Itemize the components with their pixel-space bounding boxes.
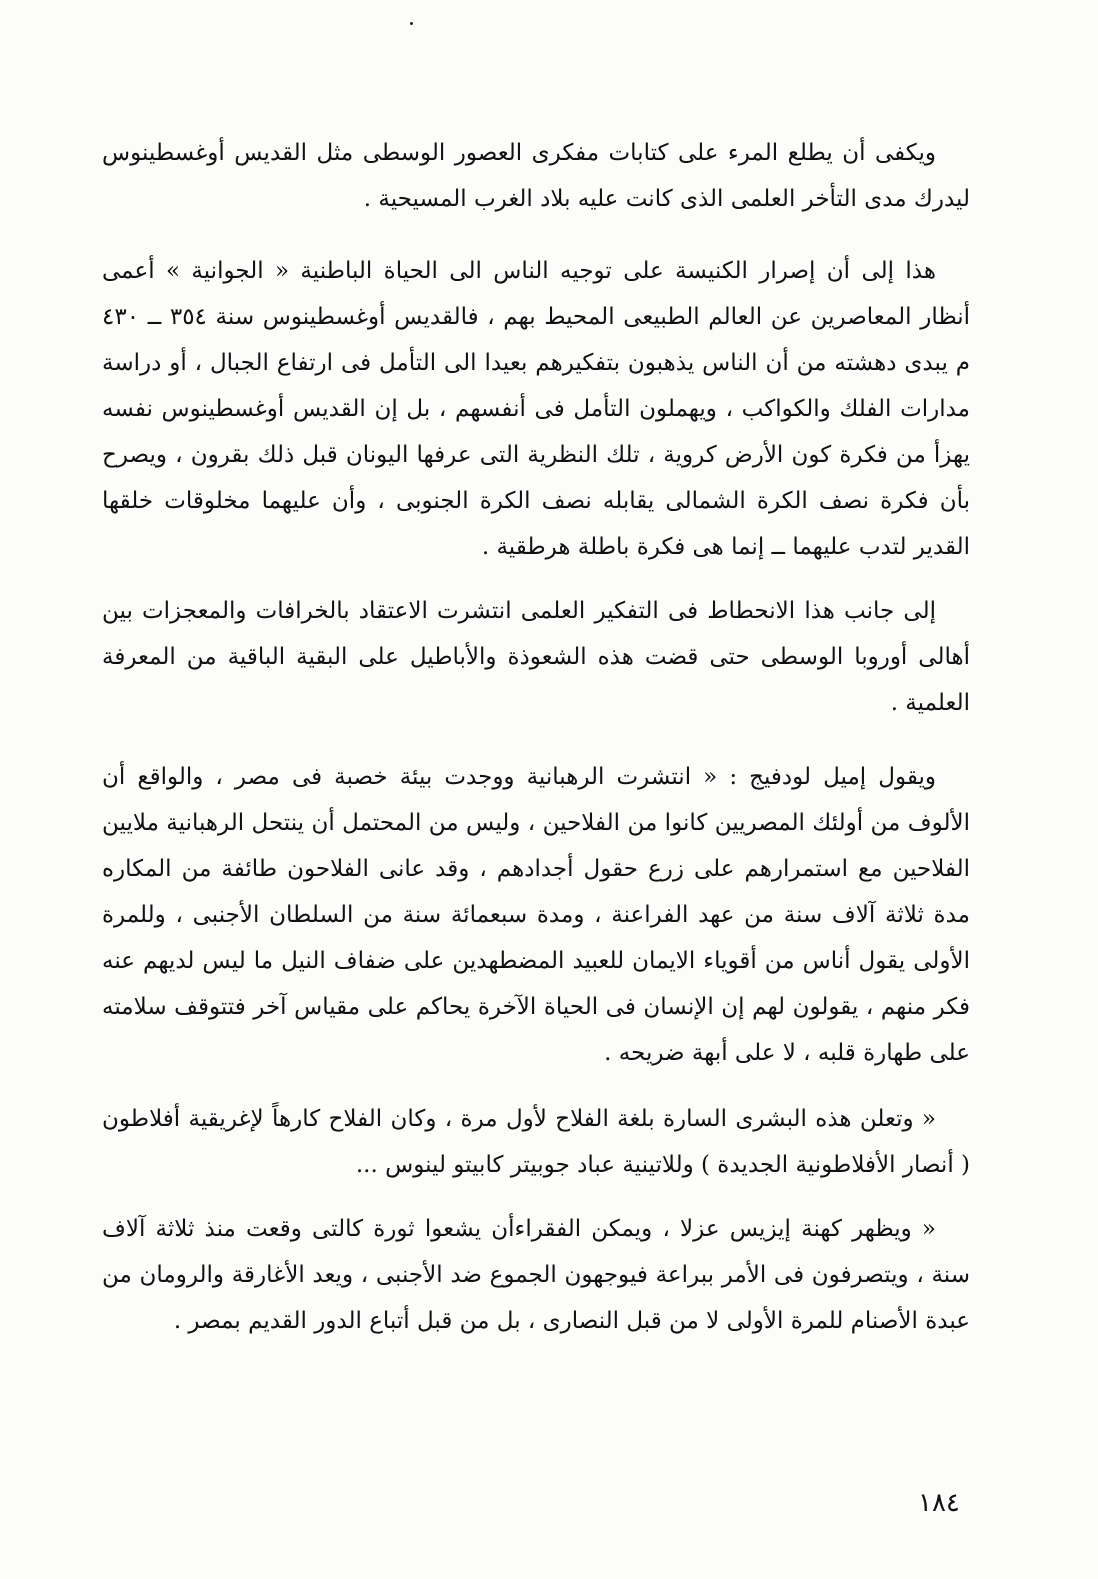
paragraph-6: « ويظهر كهنة إيزيس عزلا ، ويمكن الفقراءأن يشعوا ثورة كالتى وقعت منذ ثلاثة آلاف سنة ، ويتصرفون فى الأمر ببراعة فيوجهون الجموع ضد الأجنبى ، ويعد الأغارقة والرومان من عبدة الأصنام للمرة الأولى لا من قبل النصارى ، بل من قبل أتباع الدور القديم بمصر . — [102, 1216, 970, 1334]
paragraph-4: ويقول إميل لودفيج : « انتشرت الرهبانية ووجدت بيئة خصبة فى مصر ، والواقع أن الألوف من أولئك المصريين كانوا من الفلاحين ، وليس من المحتمل أن ينتحل الرهبانية ملايين الفلاحين مع استمرارهم على زرع حقول أجدادهم ، وقد عانى الفلاحون طائفة من المكاره مدة ثلاثة آلاف سنة من عهد الفراعنة ، ومدة سبعمائة سنة من السلطان الأجنبى ، وللمرة الأولى يقول أناس من أقوياء الايمان للعبيد المضطهدين على ضفاف النيل ما ليس لديهم عنه فكر منهم ، يقولون لهم إن الإنسان فى الحياة الآخرة يحاكم على مقياس آخر فتتوقف سلامته على طهارة قلبه ، لا على أبهة ضريحه . — [102, 764, 970, 1066]
paragraph-2: هذا إلى أن إصرار الكنيسة على توجيه الناس الى الحياة الباطنية « الجوانية » أعمى أنظار المعاصرين عن العالم الطبيعى المحيط بهم ، فالقديس أوغسطينوس سنة ٣٥٤ ــ ٤٣٠ م يبدى دهشته من أن الناس يذهبون بتفكيرهم بعيدا الى التأمل فى ارتفاع الجبال ، أو دراسة مدارات الفلك والكواكب ، ويهملون التأمل فى أنفسهم ، بل إن القديس أوغسطينوس نفسه يهزأ من فكرة كون الأرض كروية ، تلك النظرية التى عرفها اليونان قبل ذلك بقرون ، ويصرح بأن فكرة نصف الكرة الشمالى يقابله نصف الكرة الجنوبى ، وأن عليهما مخلوقات خلقها القدير لتدب عليهما ــ إنما هى فكرة باطلة هرطقية . — [102, 258, 970, 560]
page-number: ١٨٤ — [918, 1488, 960, 1518]
paragraph-3: إلى جانب هذا الانحطاط فى التفكير العلمى انتشرت الاعتقاد بالخرافات والمعجزات بين أهالى أوروبا الوسطى حتى قضت هذه الشعوذة والأباطيل على البقية الباقية من المعرفة العلمية . — [102, 598, 970, 716]
paragraph-5: « وتعلن هذه البشرى السارة بلغة الفلاح لأول مرة ، وكان الفلاح كارهاً لإغريقية أفلاطون ( أنصار الأفلاطونية الجديدة ) وللاتينية عباد جوبيتر كابيتو لينوس ... — [102, 1106, 970, 1178]
paragraph-1: ويكفى أن يطلع المرء على كتابات مفكرى العصور الوسطى مثل القديس أوغسطينوس ليدرك مدى التأخر العلمى الذى كانت عليه بلاد الغرب المسيحية . — [102, 140, 970, 212]
body-text — [102, 130, 970, 1362]
ink-dot — [410, 22, 413, 25]
